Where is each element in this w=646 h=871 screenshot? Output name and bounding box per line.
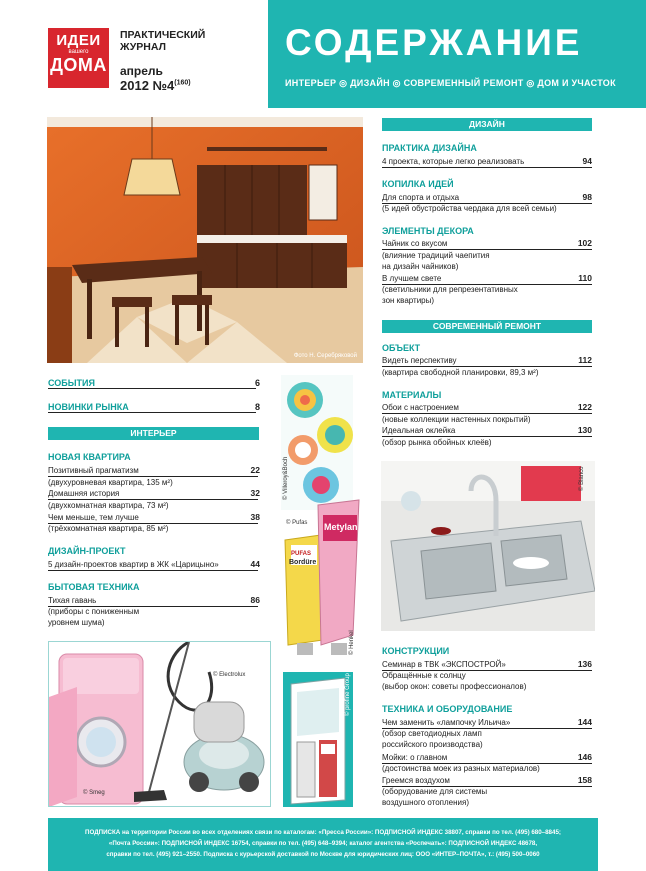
toc-section-appliances[interactable]: БЫТОВАЯ ТЕХНИКА bbox=[48, 582, 140, 592]
toc-section-practice[interactable]: ПРАКТИКА ДИЗАЙНА bbox=[382, 143, 477, 153]
footer-line-2: «Почта России»: ПОДПИСНОЙ ИНДЕКС 16754, справки по тел. (495) 648–9394; каталог агентства «Роспечать»: ПОДПИСНОЙ ИНДЕКС 48678, bbox=[108, 840, 538, 847]
toc-section-materials[interactable]: МАТЕРИАЛЫ bbox=[382, 390, 442, 400]
glue1-label: Bordüre bbox=[289, 559, 317, 566]
toc-item-subtitle: (5 идей обустройства чердака для всей семьи) bbox=[382, 204, 557, 213]
glue1-brand: PUFAS bbox=[291, 551, 312, 557]
toc-item-subtitle: уровнем шума) bbox=[48, 618, 105, 627]
page-number: 136 bbox=[577, 659, 592, 669]
footer-line-3: справки по тел. (495) 921–2550. Подписка с курьерской доставкой по Москве для юридических лиц: ООО «ИНТЕР–ПОЧТА», т.: (495) 500–0060 bbox=[106, 851, 540, 858]
appliances-illustration bbox=[49, 642, 271, 807]
toc-item-title: Мойки: о главном bbox=[382, 752, 592, 764]
toc-item-subtitle: (выбор окон: советы профессионалов) bbox=[382, 682, 527, 691]
window-illustration bbox=[283, 672, 353, 807]
toc-item-title: Тихая гавань bbox=[48, 595, 258, 607]
page-number: 22 bbox=[250, 465, 260, 475]
section-bar-interior: ИНТЕРЬЕР bbox=[48, 427, 259, 440]
issue-month: апрель bbox=[120, 64, 163, 78]
magazine-logo[interactable] bbox=[48, 28, 109, 88]
section-bar-renovation: СОВРЕМЕННЫЙ РЕМОНТ bbox=[382, 320, 592, 333]
kitchen-photo bbox=[47, 117, 363, 363]
toc-item-title: 4 проекта, которые легко реализовать bbox=[382, 156, 592, 168]
page-number: 44 bbox=[250, 559, 260, 569]
toc-item-subtitle: (приборы с пониженным bbox=[48, 607, 140, 616]
page-number: 130 bbox=[577, 425, 592, 435]
page-number: 98 bbox=[582, 192, 592, 202]
toc-section-constructions[interactable]: КОНСТРУКЦИИ bbox=[382, 646, 450, 656]
toc-section-market[interactable]: НОВИНКИ РЫНКА bbox=[48, 402, 129, 412]
toc-section-design-project[interactable]: ДИЗАЙН-ПРОЕКТ bbox=[48, 546, 126, 556]
smeg-credit: © Smeg bbox=[83, 790, 105, 796]
pufas-credit: © Pufas bbox=[286, 520, 308, 526]
toc-item-title: В лучшем свете bbox=[382, 273, 592, 285]
subscription-footer bbox=[48, 818, 598, 871]
toc-item-title: Домашняя история bbox=[48, 488, 258, 500]
toc-item-subtitle: (достоинства моек из разных материалов) bbox=[382, 764, 540, 773]
toc-item-title: 5 дизайн-проектов квартир в ЖК «Царицыно» bbox=[48, 559, 258, 571]
magazine-type bbox=[120, 29, 205, 53]
toc-item-subtitle: (двухуровневая квартира, 135 м²) bbox=[48, 478, 173, 487]
toc-item-title: Для спорта и отдыха bbox=[382, 192, 592, 204]
sink-illustration bbox=[381, 461, 595, 631]
section-bar-design: ДИЗАЙН bbox=[382, 118, 592, 131]
sink-photo bbox=[381, 461, 595, 631]
page-number: 144 bbox=[577, 717, 592, 727]
glue2-label: Metylan bbox=[324, 522, 358, 532]
logo-line-1: ИДЕИ bbox=[56, 32, 101, 49]
appliances-photo bbox=[48, 641, 271, 807]
toc-item-title: Видеть перспективу bbox=[382, 355, 592, 367]
issue-total: (160) bbox=[174, 79, 191, 87]
page-number: 94 bbox=[582, 156, 592, 166]
toc-section-new-apartment[interactable]: НОВАЯ КВАРТИРА bbox=[48, 452, 131, 462]
toc-item-title: Чем меньше, тем лучше bbox=[48, 512, 258, 524]
toc-item-subtitle: на дизайн чайников) bbox=[382, 262, 459, 271]
bowls-credit: © Villeroy&Boch bbox=[283, 456, 289, 500]
electrolux-credit: © Electrolux bbox=[213, 672, 246, 678]
page-number: 38 bbox=[250, 512, 260, 522]
toc-item-subtitle: российского производства) bbox=[382, 740, 483, 749]
toc-section-equipment[interactable]: ТЕХНИКА И ОБОРУДОВАНИЕ bbox=[382, 704, 513, 714]
toc-item-subtitle: (обзор рынка обойных клеёв) bbox=[382, 438, 492, 447]
toc-item-title: Чайник со вкусом bbox=[382, 238, 592, 250]
page-number: 110 bbox=[578, 273, 592, 283]
bowls-photo bbox=[281, 375, 353, 510]
toc-item-title: Чем заменить «лампочку Ильича» bbox=[382, 717, 592, 729]
page-number: 158 bbox=[577, 775, 592, 785]
header bbox=[0, 0, 646, 108]
magazine-type-line-1: ПРАКТИЧЕСКИЙ bbox=[120, 29, 206, 41]
issue-number bbox=[120, 78, 191, 93]
toc-item-subtitle: (светильники для репрезентативных bbox=[382, 285, 518, 294]
toc-item-title: Греемся воздухом bbox=[382, 775, 592, 787]
toc-item-title: Семинар в ТВК «ЭКСПОСТРОЙ» bbox=[382, 659, 592, 671]
issue-number-text: 2012 №4 bbox=[120, 78, 175, 93]
page-number-market: 8 bbox=[254, 402, 260, 412]
toc-section-ideas[interactable]: КОПИЛКА ИДЕЙ bbox=[382, 179, 454, 189]
glue-credit: © Henkel bbox=[349, 630, 355, 655]
toc-item-subtitle: (трёхкомнатная квартира, 85 м²) bbox=[48, 524, 169, 533]
bowls-illustration bbox=[281, 375, 353, 510]
page-number: 112 bbox=[578, 355, 592, 365]
page-number-events: 6 bbox=[254, 378, 260, 388]
window-photo bbox=[283, 672, 353, 807]
page-title: СОДЕРЖАНИЕ bbox=[285, 22, 583, 63]
toc-item-subtitle: (двухкомнатная квартира, 73 м²) bbox=[48, 501, 169, 510]
toc-item-subtitle: Обращённые к солнцу bbox=[382, 671, 466, 680]
toc-item-subtitle: (обзор светодиодных ламп bbox=[382, 729, 482, 738]
toc-item-subtitle: воздушного отопления) bbox=[382, 798, 470, 807]
page-number: 86 bbox=[250, 595, 260, 605]
kitchen-photo-credit: Фото Н. Серебряковой bbox=[293, 353, 357, 359]
page-number: 102 bbox=[577, 238, 592, 248]
magazine-type-line-2: ЖУРНАЛ bbox=[120, 41, 166, 53]
toc-item-title: Обои с настроением bbox=[382, 402, 592, 414]
kitchen-illustration bbox=[47, 117, 363, 363]
toc-item-subtitle: (новые коллекции настенных покрытий) bbox=[382, 415, 531, 424]
sink-credit: © Blanco bbox=[579, 466, 585, 491]
toc-section-decor[interactable]: ЭЛЕМЕНТЫ ДЕКОРА bbox=[382, 226, 474, 236]
page-number: 146 bbox=[577, 752, 592, 762]
footer-line-1: ПОДПИСКА на территории России во всех отделениях связи по каталогам: «Пресса России»: ПОДПИСНОЙ ИНДЕКС 38807, справки по тел. (495) 680–8845; bbox=[85, 829, 561, 836]
toc-item-subtitle: (влияние традиций чаепития bbox=[382, 251, 490, 260]
logo-line-2: вашего bbox=[68, 49, 89, 55]
toc-item-title: Идеальная оклейка bbox=[382, 425, 592, 437]
toc-item-subtitle: зон квартиры) bbox=[382, 296, 435, 305]
page-number: 32 bbox=[250, 488, 260, 498]
toc-section-object[interactable]: ОБЪЕКТ bbox=[382, 343, 421, 353]
page-number: 122 bbox=[577, 402, 592, 412]
window-credit: © profine Group bbox=[345, 673, 351, 716]
toc-section-events[interactable]: СОБЫТИЯ bbox=[48, 378, 95, 388]
toc-item-subtitle: (квартира свободной планировки, 89,3 м²) bbox=[382, 368, 539, 377]
glue-photo bbox=[283, 495, 363, 660]
page-subtitle: ИНТЕРЬЕР ◎ ДИЗАЙН ◎ СОВРЕМЕННЫЙ РЕМОНТ ◎ ДОМ И УЧАСТОК bbox=[285, 78, 616, 88]
toc-item-subtitle: (оборудование для системы bbox=[382, 787, 488, 796]
toc-item-title: Позитивный прагматизм bbox=[48, 465, 258, 477]
logo-line-3: ДОМА bbox=[50, 55, 107, 75]
